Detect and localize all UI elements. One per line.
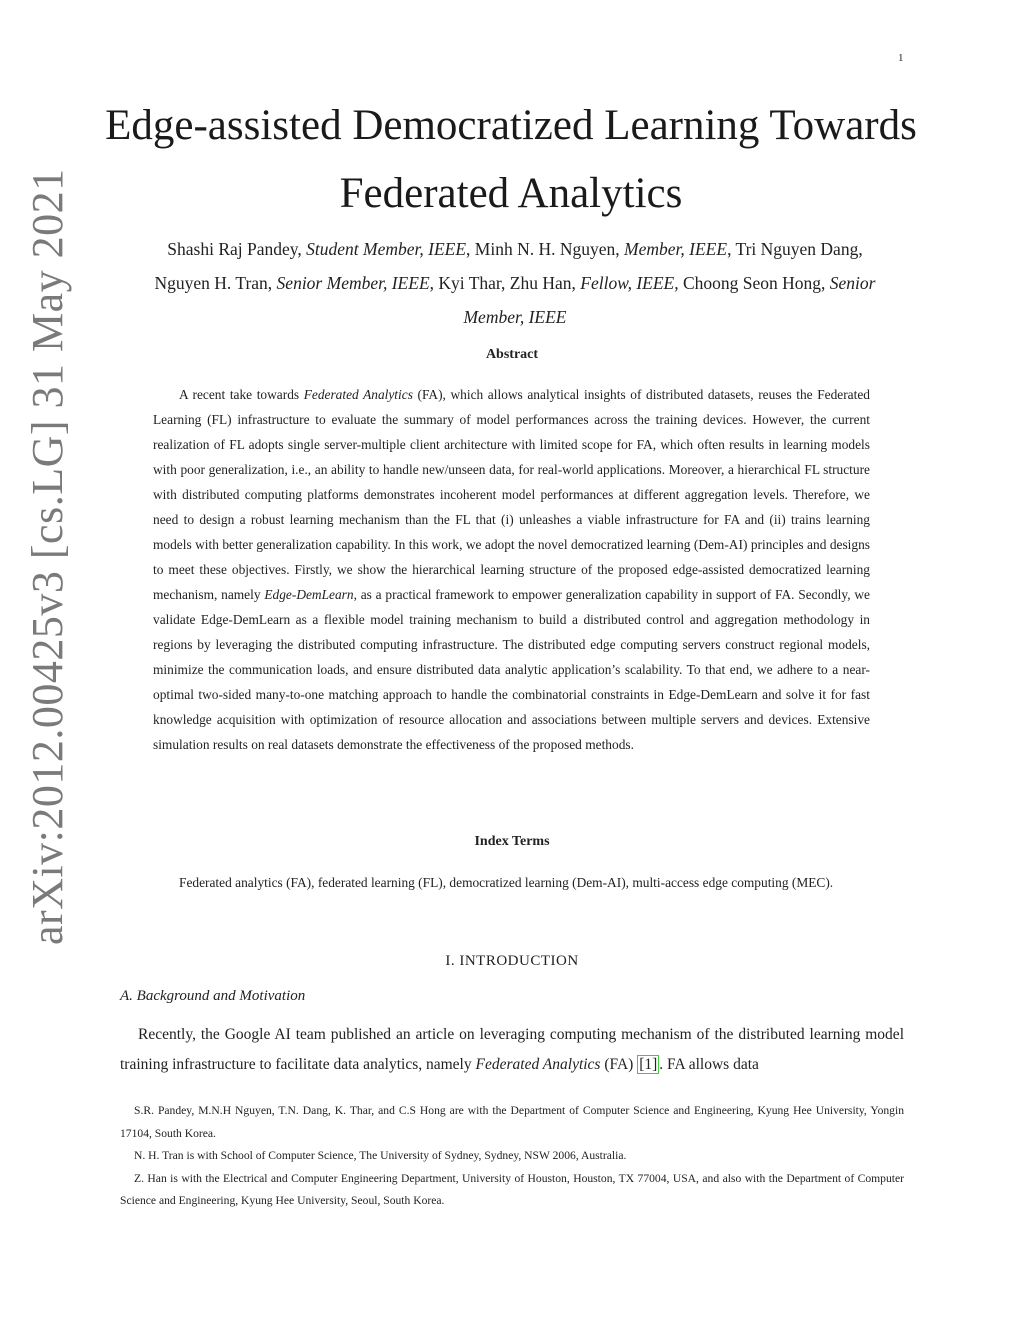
arxiv-identifier-stamp[interactable]: arXiv:2012.00425v3 [cs.LG] 31 May 2021	[23, 168, 72, 945]
footnote: N. H. Tran is with School of Computer Science, The University of Sydney, Sydney, NSW 2006, Australia.	[134, 1149, 627, 1162]
abstract-term: Edge-DemLearn	[264, 587, 354, 602]
author-membership: Senior	[829, 273, 876, 293]
title-line-2: Federated Analytics	[339, 170, 683, 217]
abstract-paragraph	[153, 382, 870, 757]
footnotes	[120, 1100, 904, 1213]
intro-text: . FA allows data	[659, 1056, 759, 1073]
author-list	[110, 232, 920, 334]
index-terms-text: Federated analytics (FA), federated learning (FL), democratized learning (Dem-AI), multi-access edge computing (MEC).	[179, 875, 834, 890]
author-membership: Member, IEEE	[624, 239, 728, 259]
author-name: , Kyi Thar, Zhu Han,	[429, 273, 576, 293]
abstract-term: Federated Analytics	[303, 387, 413, 402]
intro-paragraph	[120, 1020, 904, 1080]
page-number: 1	[898, 52, 904, 64]
intro-text: (FA)	[604, 1056, 634, 1073]
title-line-1: Edge-assisted Democratized Learning Towards	[105, 102, 917, 149]
author-name: Shashi Raj Pandey,	[167, 239, 302, 259]
author-membership: Student Member, IEEE	[306, 239, 467, 259]
author-membership: Fellow, IEEE,	[580, 273, 679, 293]
subsection-heading: A. Background and Motivation	[120, 988, 306, 1004]
section-title-rest: NTRODUCTION	[464, 953, 579, 969]
author-name: Nguyen H. Tran,	[154, 273, 273, 293]
footnote: Z. Han is with the Electrical and Computer Engineering Department, University of Houston, Houston, TX 77004, USA, and also with the Department of Computer Science and Engineering, Kyung Hee University, Seoul, South Korea.	[120, 1171, 904, 1207]
author-name: , Tri Nguyen Dang,	[727, 239, 863, 259]
abstract-text: (FA), which allows analytical insights of distributed datasets, reuses the Federated Learning (FL) infrastructure to evaluate the summary of model performances across the training devices. However, the current realization of FL adopts single server-multiple client architecture with limited scope for FA, which often results in learning models with poor generalization, i.e., an ability to handle new/unseen data, for real-world applications. Moreover, a hierarchical FL structure with distributed computing platforms demonstrates incoherent model performances at different aggregation levels. Therefore, we need to design a robust learning mechanism than the FL that (i) unleashes a viable infrastructure for FA and (ii) trains learning models with better generalization capability. In this work, we adopt the novel democratized learning (Dem-AI) principles and designs to meet these objectives. Firstly, we show the hierarchical learning structure of the proposed edge-assisted democratized learning mechanism, namely	[153, 387, 870, 602]
author-name: Choong Seon Hong,	[682, 273, 826, 293]
abstract-text: A recent take towards	[179, 387, 300, 402]
section-title-initial: I	[459, 953, 465, 969]
abstract-text: , as a practical framework to empower generalization capability in support of FA. Secondly, we validate Edge-DemLearn as a flexible model training mechanism to build a distributed control and aggregation methodology in regions by leveraging the distributed computing infrastructure. The distributed edge computing servers construct regional models, minimize the communication loads, and ensure distributed data analytic application’s scalability. To that end, we adhere to a near-optimal two-sided many-to-one matching approach to handle the combinatorial constraints in Edge-DemLearn and solve it for fast knowledge acquisition with optimization of resource allocation and associations between multiple servers and devices. Extensive simulation results on real datasets demonstrate the effectiveness of the proposed methods.	[153, 587, 870, 752]
intro-text: Recently, the Google AI team published an article on leveraging computing mechanism of the distributed learning model training infrastructure to facilitate data analytics, namely	[120, 1026, 904, 1073]
section-heading	[0, 953, 1024, 970]
author-row-3	[110, 300, 920, 334]
index-terms-heading: Index Terms	[474, 834, 550, 849]
abstract-heading: Abstract	[485, 347, 539, 362]
author-membership: Member, IEEE	[463, 307, 567, 327]
author-membership: Senior Member, IEEE	[276, 273, 430, 293]
intro-term: Federated Analytics	[475, 1056, 601, 1073]
author-row-1	[110, 232, 920, 266]
author-row-2	[110, 266, 920, 300]
author-name: , Minh N. H. Nguyen,	[466, 239, 620, 259]
footnote: S.R. Pandey, M.N.H Nguyen, T.N. Dang, K. Thar, and C.S Hong are with the Department of Computer Science and Engineering, Kyung Hee University, Yongin 17104, South Korea.	[120, 1104, 904, 1140]
section-numeral: I.	[445, 953, 456, 969]
paper-title	[100, 92, 922, 228]
citation-link[interactable]: [1]	[639, 1056, 658, 1073]
